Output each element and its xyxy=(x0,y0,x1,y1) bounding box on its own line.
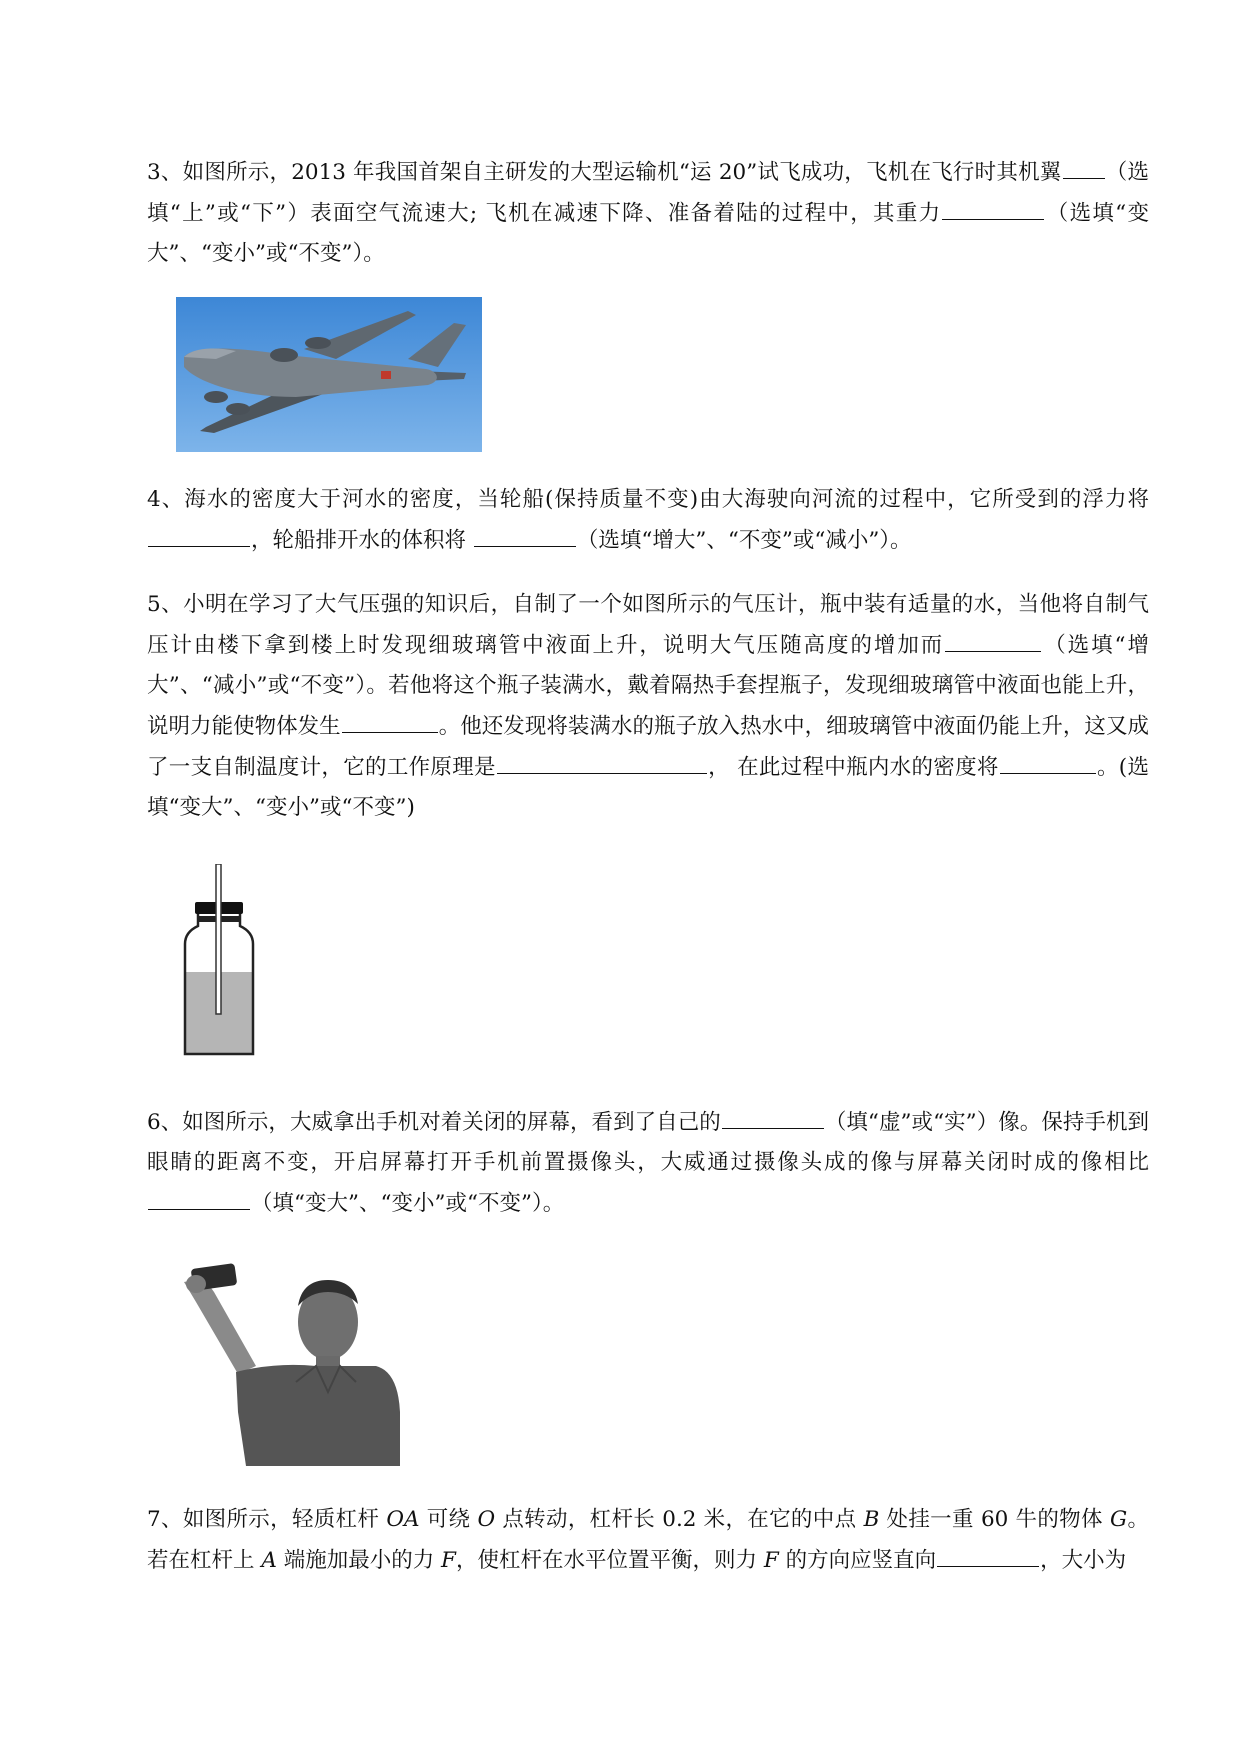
question-text: 点转动，杠杆长 0.2 米，在它的中点 xyxy=(495,1507,864,1532)
selfie-photo xyxy=(176,1262,416,1466)
question-3 xyxy=(147,152,1149,274)
question-text: ，大小为 xyxy=(1040,1548,1127,1573)
question-text: 如图所示，大威拿出手机对着关闭的屏幕，看到了自己的 xyxy=(182,1110,721,1135)
question-text: （填“虚”或“实”）像。保持手机到眼睛的距离不变，开启屏幕打开手机前置摄像头，大威通过摄像头成的像与屏幕关闭时成的像相比 xyxy=(147,1110,1149,1175)
answer-blank[interactable] xyxy=(148,520,250,547)
variable-label: G xyxy=(1109,1507,1128,1532)
question-text: ，使杠杆在水平位置平衡，则力 xyxy=(455,1548,764,1573)
transport-aircraft-photo xyxy=(176,297,482,452)
answer-blank[interactable] xyxy=(342,706,438,733)
question-text: 。他还发现将装满水的瓶子放入热水中，细玻璃管中液面仍能上升，这又成了一支自制温度计，它的工作原理是 xyxy=(147,714,1149,780)
question-text: 的方向应竖直向 xyxy=(778,1548,937,1573)
question-number: 3、 xyxy=(147,160,183,185)
bottle-barometer-diagram xyxy=(176,864,266,1060)
question-text: （选填“上”或“下”）表面空气流速大; 飞机在减速下降、准备着陆的过程中，其重力 xyxy=(147,160,1149,226)
question-number: 4、 xyxy=(147,487,185,512)
question-text: 。(选填“变大”、“变小”或“不变”) xyxy=(147,755,1149,820)
variable-label: F xyxy=(763,1548,779,1573)
question-text: （选填“增大”、“减小”或“不变”）。若他将这个瓶子装满水，戴着隔热手套捏瓶子，发现细玻璃管中液面也能上升，说明力能使物体发生 xyxy=(147,633,1149,739)
question-text: 端施加最小的力 xyxy=(276,1548,442,1573)
question-text: 小明在学习了大气压强的知识后，自制了一个如图所示的气压计，瓶中装有适量的水，当他将自制气压计由楼下拿到楼上时发现细玻璃管中液面上升，说明大气压随高度的增加而 xyxy=(147,592,1149,658)
variable-label: B xyxy=(863,1507,880,1532)
question-text: （选填“增大”、“不变”或“减小”）。 xyxy=(576,528,912,553)
variable-label: O xyxy=(477,1507,496,1532)
answer-blank[interactable] xyxy=(1063,152,1105,179)
question-number: 7、 xyxy=(147,1507,183,1532)
answer-blank[interactable] xyxy=(942,193,1044,220)
question-text: （填“变大”、“变小”或“不变”）。 xyxy=(251,1191,565,1216)
question-4 xyxy=(147,480,1149,561)
answer-blank[interactable] xyxy=(722,1102,824,1129)
answer-blank[interactable] xyxy=(945,625,1041,652)
question-7 xyxy=(147,1500,1149,1581)
answer-blank[interactable] xyxy=(474,520,576,547)
answer-blank[interactable] xyxy=(937,1540,1039,1567)
answer-blank[interactable] xyxy=(497,747,707,774)
question-text: 可绕 xyxy=(419,1507,478,1532)
variable-label: A xyxy=(261,1548,277,1573)
question-number: 5、 xyxy=(147,592,184,617)
question-text: 。若在杠杆上 xyxy=(147,1507,1149,1573)
question-number: 6、 xyxy=(147,1110,183,1135)
question-text: ， 在此过程中瓶内水的密度将 xyxy=(707,755,999,780)
question-5 xyxy=(147,585,1149,828)
variable-label: OA xyxy=(386,1507,420,1532)
answer-blank[interactable] xyxy=(148,1183,250,1210)
question-text: （选填“变大”、“变小”或“不变”）。 xyxy=(147,201,1149,266)
question-text: 海水的密度大于河水的密度，当轮船(保持质量不变)由大海驶向河流的过程中，它所受到的浮力将 xyxy=(184,487,1150,512)
question-text: ，轮船排开水的体积将 xyxy=(251,528,467,553)
question-text: 处挂一重 60 牛的物体 xyxy=(879,1507,1110,1532)
variable-label: F xyxy=(441,1548,456,1573)
question-text: 如图所示，轻质杠杆 xyxy=(182,1507,387,1532)
answer-blank[interactable] xyxy=(1000,747,1096,774)
question-text: 如图所示，2013 年我国首架自主研发的大型运输机“运 20”试飞成功，飞机在飞行时其机翼 xyxy=(182,160,1062,185)
question-6 xyxy=(147,1102,1149,1224)
